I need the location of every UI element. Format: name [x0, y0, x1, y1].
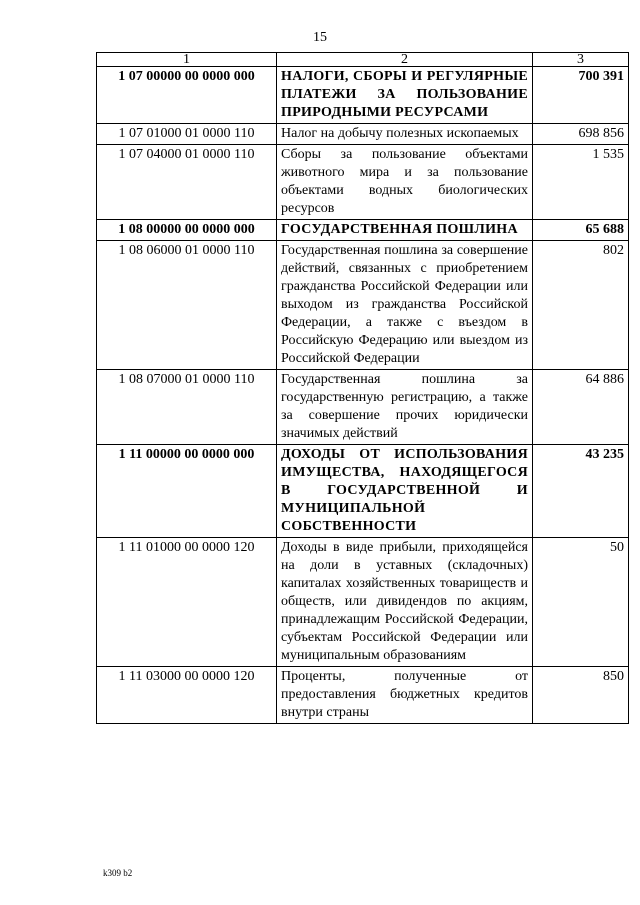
budget-code: 1 07 01000 01 0000 110 [97, 124, 277, 145]
revenue-name: Государственная пошлина за государственную регистрацию, а также за совершение прочих юридически значимых действий [277, 370, 533, 445]
budget-code: 1 08 07000 01 0000 110 [97, 370, 277, 445]
revenue-amount: 700 391 [533, 67, 629, 124]
column-header-name: 2 [277, 53, 533, 67]
revenue-name: НАЛОГИ, СБОРЫ И РЕГУЛЯРНЫЕ ПЛАТЕЖИ ЗА ПОЛЬЗОВАНИЕ ПРИРОДНЫМИ РЕСУРСАМИ [277, 67, 533, 124]
table-row [97, 667, 629, 724]
revenue-amount: 43 235 [533, 445, 629, 538]
budget-code: 1 11 01000 00 0000 120 [97, 538, 277, 667]
budget-code: 1 11 03000 00 0000 120 [97, 667, 277, 724]
revenue-amount: 850 [533, 667, 629, 724]
revenue-name: ГОСУДАРСТВЕННАЯ ПОШЛИНА [277, 220, 533, 241]
table-row [97, 370, 629, 445]
revenue-name: Государственная пошлина за совершение действий, связанных с приобретением гражданства Российской Федерации или выходом из гражданства Российской Федерации, а также с въездом в Российскую Федерацию или выездом из Российской Федерации [277, 241, 533, 370]
table-header-row [97, 53, 629, 67]
table-row [97, 538, 629, 667]
budget-code: 1 08 06000 01 0000 110 [97, 241, 277, 370]
budget-code: 1 08 00000 00 0000 000 [97, 220, 277, 241]
revenue-amount: 65 688 [533, 220, 629, 241]
revenue-name: Сборы за пользование объектами животного мира и за пользование объектами водных биологических ресурсов [277, 145, 533, 220]
revenue-name: ДОХОДЫ ОТ ИСПОЛЬЗОВАНИЯ ИМУЩЕСТВА, НАХОДЯЩЕГОСЯ В ГОСУДАРСТВЕННОЙ И МУНИЦИПАЛЬНОЙ СОБСТВЕННОСТИ [277, 445, 533, 538]
budget-code: 1 07 04000 01 0000 110 [97, 145, 277, 220]
table-row [97, 241, 629, 370]
revenue-amount: 802 [533, 241, 629, 370]
column-header-code: 1 [97, 53, 277, 67]
table-row [97, 220, 629, 241]
revenue-amount: 698 856 [533, 124, 629, 145]
column-header-amount: 3 [533, 53, 629, 67]
footer-document-code: k309 b2 [103, 868, 133, 878]
budget-code: 1 07 00000 00 0000 000 [97, 67, 277, 124]
table-row [97, 67, 629, 124]
page-number: 15 [313, 30, 327, 45]
revenue-name: Проценты, полученные от предоставления бюджетных кредитов внутри страны [277, 667, 533, 724]
revenue-name: Доходы в виде прибыли, приходящейся на доли в уставных (складочных) капиталах хозяйственных товариществ и обществ, или дивидендов по акциям, принадлежащим Российской Федерации, субъектам Российской Федерации или муниципальным образованиям [277, 538, 533, 667]
table-row [97, 145, 629, 220]
revenue-table [96, 52, 629, 724]
revenue-name: Налог на добычу полезных ископаемых [277, 124, 533, 145]
table-row [97, 124, 629, 145]
table-row [97, 445, 629, 538]
revenue-amount: 64 886 [533, 370, 629, 445]
revenue-amount: 50 [533, 538, 629, 667]
budget-code: 1 11 00000 00 0000 000 [97, 445, 277, 538]
revenue-amount: 1 535 [533, 145, 629, 220]
